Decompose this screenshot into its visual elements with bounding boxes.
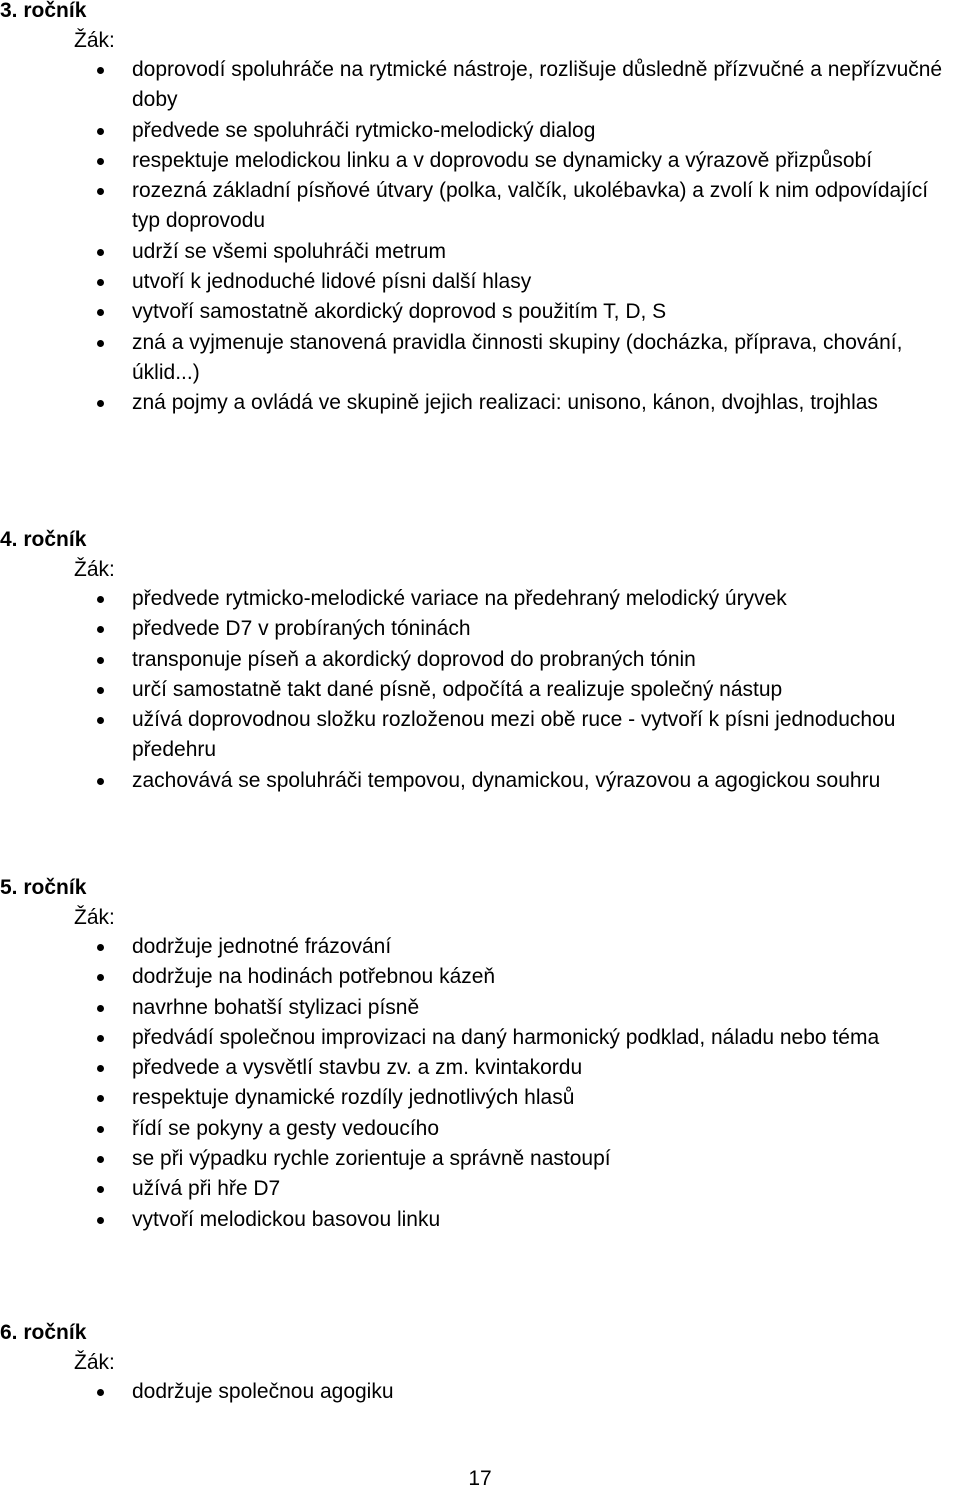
list-item: [0, 297, 960, 327]
list-item-text: předvede rytmicko-melodické variace na předehraný melodický úryvek: [132, 587, 787, 610]
list-item-text: užívá doprovodnou složku rozloženou mezi obě ruce - vytvoří k písni jednoduchou předehru: [132, 708, 896, 762]
bullet-icon: [97, 687, 104, 694]
bullet-icon: [97, 67, 104, 74]
list-item-text: transponuje píseň a akordický doprovod do probraných tónin: [132, 647, 696, 671]
list-item: [0, 1023, 960, 1053]
section-heading: 5. ročník: [0, 876, 87, 899]
bullet-icon: [97, 1389, 104, 1396]
list-item: [0, 705, 960, 766]
list-item: [0, 645, 960, 675]
bullet-icon: [97, 596, 104, 603]
list-item-text: určí samostatně takt dané písně, odpočítá a realizuje společný nástup: [132, 677, 783, 701]
section-subheading: Žák:: [74, 558, 115, 581]
list-item: [0, 1114, 960, 1144]
bullet-icon: [97, 249, 104, 256]
bullet-icon: [97, 128, 104, 135]
list-item-text: předvede a vysvětlí stavbu zv. a zm. kvintakordu: [132, 1056, 583, 1080]
list-item-text: zachovává se spoluhráči tempovou, dynamickou, výrazovou a agogickou souhru: [132, 768, 881, 792]
list-item-text: dodržuje na hodinách potřebnou kázeň: [132, 965, 496, 989]
bullet-icon: [97, 1156, 104, 1163]
list-item-text: dodržuje jednotné frázování: [132, 935, 392, 958]
section-heading: 6. ročník: [0, 1321, 87, 1344]
item-list: [0, 1377, 960, 1407]
bullet-icon: [97, 1186, 104, 1193]
bullet-icon: [97, 400, 104, 407]
page-number: 17: [468, 1467, 492, 1490]
bullet-icon: [97, 1065, 104, 1072]
list-item: [0, 1377, 960, 1407]
list-item: [0, 993, 960, 1023]
list-item: [0, 267, 960, 297]
list-item-text: předvede D7 v probíraných tóninách: [132, 617, 471, 641]
bullet-icon: [97, 309, 104, 316]
list-item: [0, 328, 960, 389]
bullet-icon: [97, 279, 104, 286]
list-item-text: se při výpadku rychle zorientuje a správně nastoupí: [132, 1147, 611, 1171]
list-item-text: udrží se všemi spoluhráči metrum: [132, 239, 446, 263]
bullet-icon: [97, 974, 104, 981]
list-item-text: rozezná základní písňové útvary (polka, valčík, ukolébavka) a zvolí k nim odpovídající typ doprovodu: [132, 179, 929, 233]
bullet-icon: [97, 1005, 104, 1012]
item-list: [0, 932, 960, 1235]
bullet-icon: [97, 1217, 104, 1224]
bullet-icon: [97, 188, 104, 195]
list-item: [0, 766, 960, 796]
bullet-icon: [97, 1035, 104, 1042]
list-item: [0, 116, 960, 146]
list-item: [0, 1205, 960, 1235]
section-heading: 4. ročník: [0, 528, 87, 551]
list-item-text: navrhne bohatší stylizaci písně: [132, 995, 420, 1019]
item-list: [0, 584, 960, 796]
list-item: [0, 1053, 960, 1083]
bullet-icon: [97, 340, 104, 347]
list-item-text: předvádí společnou improvizaci na daný harmonický podklad, náladu nebo téma: [132, 1025, 880, 1049]
list-item: [0, 388, 960, 418]
list-item-text: předvede se spoluhráči rytmicko-melodický dialog: [132, 118, 596, 142]
list-item-text: vytvoří melodickou basovou linku: [132, 1207, 441, 1231]
bullet-icon: [97, 944, 104, 951]
list-item: [0, 1083, 960, 1113]
bullet-icon: [97, 657, 104, 664]
bullet-icon: [97, 717, 104, 724]
list-item: [0, 1174, 960, 1204]
section-heading: 3. ročník: [0, 0, 87, 22]
list-item: [0, 614, 960, 644]
bullet-icon: [97, 778, 104, 785]
list-item: [0, 962, 960, 992]
list-item-text: utvoří k jednoduché lidové písni další hlasy: [132, 270, 532, 294]
list-item: [0, 55, 960, 116]
section-subheading: Žák:: [74, 906, 115, 929]
bullet-icon: [97, 1126, 104, 1133]
list-item: [0, 146, 960, 176]
list-item: [0, 1144, 960, 1174]
list-item-text: respektuje melodickou linku a v doprovodu se dynamicky a výrazově přizpůsobí: [132, 148, 873, 172]
list-item-text: doprovodí spoluhráče na rytmické nástroje, rozlišuje důsledně přízvučné a nepřízvučné doby: [132, 58, 943, 112]
section-subheading: Žák:: [74, 1351, 115, 1374]
bullet-icon: [97, 1095, 104, 1102]
list-item-text: řídí se pokyny a gesty vedoucího: [132, 1116, 440, 1140]
list-item: [0, 932, 960, 962]
list-item-text: dodržuje společnou agogiku: [132, 1380, 394, 1403]
bullet-icon: [97, 158, 104, 165]
item-list: [0, 55, 960, 419]
list-item-text: respektuje dynamické rozdíly jednotlivých hlasů: [132, 1086, 575, 1110]
list-item: [0, 584, 960, 614]
list-item: [0, 237, 960, 267]
list-item-text: vytvoří samostatně akordický doprovod s použitím T, D, S: [132, 300, 667, 324]
bullet-icon: [97, 626, 104, 633]
list-item: [0, 675, 960, 705]
list-item-text: zná pojmy a ovládá ve skupině jejich realizaci: unisono, kánon, dvojhlas, trojhlas: [132, 391, 878, 415]
section-subheading: Žák:: [74, 29, 115, 52]
list-item: [0, 176, 960, 237]
list-item-text: užívá při hře D7: [132, 1177, 281, 1201]
list-item-text: zná a vyjmenuje stanovená pravidla činnosti skupiny (docházka, příprava, chování, úklid...): [132, 330, 903, 384]
